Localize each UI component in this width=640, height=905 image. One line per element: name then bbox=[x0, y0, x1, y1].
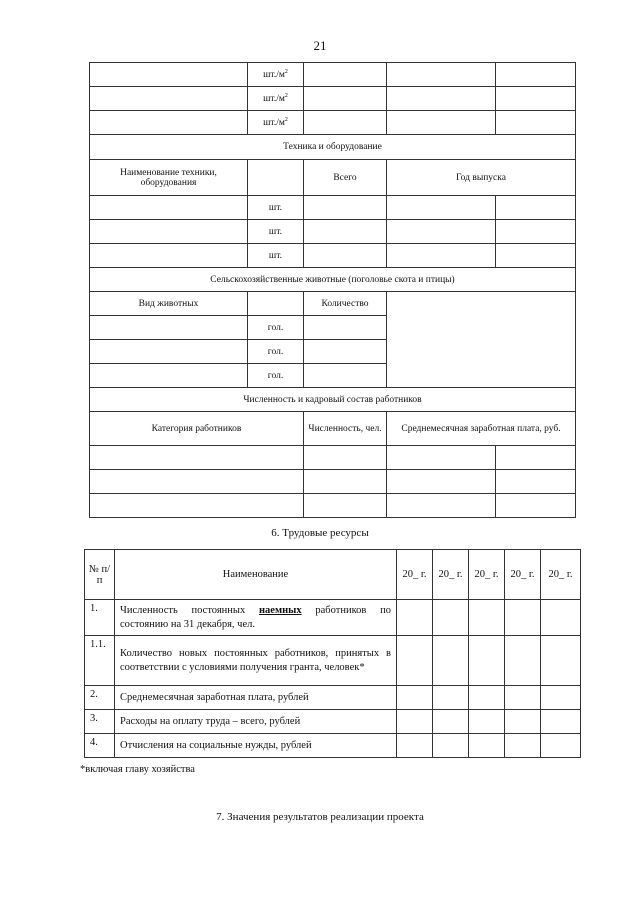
unit-label: гол. bbox=[248, 340, 304, 364]
row-number: 4. bbox=[85, 734, 115, 758]
year-header: 20_ г. bbox=[505, 550, 541, 600]
table-row: $шт./м^2$ bbox=[90, 63, 576, 87]
table-row bbox=[85, 734, 581, 758]
table-row bbox=[90, 470, 576, 494]
unit-label: гол. bbox=[248, 316, 304, 340]
footnote: *включая главу хозяйства bbox=[80, 764, 195, 775]
table-row: $шт./м^2$ bbox=[90, 87, 576, 111]
row-name: Численность постоянных наемных работников по состоянию на 31 декабря, чел. bbox=[115, 600, 397, 636]
resources-table bbox=[89, 62, 576, 518]
equipment-name-header: Наименование техники, оборудования bbox=[90, 160, 248, 196]
year-header: 20_ г. bbox=[541, 550, 581, 600]
unit-label: шт./м bbox=[263, 70, 285, 81]
labor-resources-table bbox=[84, 549, 581, 758]
section-7-title: 7. Значения результатов реализации проекта bbox=[216, 811, 424, 823]
row-number: 1.1. bbox=[85, 636, 115, 686]
row-number: 3. bbox=[85, 710, 115, 734]
table-row bbox=[90, 494, 576, 518]
table-row: $шт./м^2$ bbox=[90, 111, 576, 135]
table-row bbox=[85, 710, 581, 734]
equipment-header-row bbox=[90, 160, 576, 196]
labor-header-row bbox=[85, 550, 581, 600]
table-row bbox=[85, 600, 581, 636]
row-name: Отчисления на социальные нужды, рублей bbox=[115, 734, 397, 758]
unit-label: шт. bbox=[248, 196, 304, 220]
staff-category-header: Категория работников bbox=[90, 412, 304, 446]
table-row bbox=[90, 446, 576, 470]
table-row bbox=[85, 686, 581, 710]
animals-header-row bbox=[90, 292, 576, 316]
unit-label: шт./м bbox=[263, 118, 285, 129]
year-header: 20_ г. bbox=[433, 550, 469, 600]
staff-section-title: Численность и кадровый состав работников bbox=[90, 388, 576, 412]
equipment-total-header: Всего bbox=[304, 160, 387, 196]
table-row bbox=[90, 196, 576, 220]
unit-label: шт. bbox=[248, 244, 304, 268]
year-header: 20_ г. bbox=[469, 550, 505, 600]
animals-section-title: Сельскохозяйственные животные (поголовье скота и птицы) bbox=[90, 268, 576, 292]
row-number: 1. bbox=[85, 600, 115, 636]
animal-count-header: Количество bbox=[304, 292, 387, 316]
row-name: Расходы на оплату труда – всего, рублей bbox=[115, 710, 397, 734]
animal-type-header: Вид животных bbox=[90, 292, 248, 316]
staff-salary-header: Среднемесячная заработная плата, руб. bbox=[387, 412, 576, 446]
equipment-section-title: Техника и оборудование bbox=[90, 135, 576, 160]
unit-label: шт./м bbox=[263, 94, 285, 105]
staff-count-header: Численность, чел. bbox=[304, 412, 387, 446]
unit-label: шт. bbox=[248, 220, 304, 244]
name-header: Наименование bbox=[115, 550, 397, 600]
row-number: 2. bbox=[85, 686, 115, 710]
table-row bbox=[90, 220, 576, 244]
num-header: № п/п bbox=[85, 550, 115, 600]
table-row bbox=[85, 636, 581, 686]
row-name: Количество новых постоянных работников, принятых в соответствии с условиями получения гранта, человек* bbox=[115, 636, 397, 686]
page-number: 21 bbox=[313, 38, 327, 53]
unit-label: гол. bbox=[248, 364, 304, 388]
equipment-year-header: Год выпуска bbox=[387, 160, 576, 196]
table-row bbox=[90, 244, 576, 268]
section-6-title: 6. Трудовые ресурсы bbox=[271, 527, 369, 539]
staff-header-row bbox=[90, 412, 576, 446]
year-header: 20_ г. bbox=[397, 550, 433, 600]
row-name: Среднемесячная заработная плата, рублей bbox=[115, 686, 397, 710]
